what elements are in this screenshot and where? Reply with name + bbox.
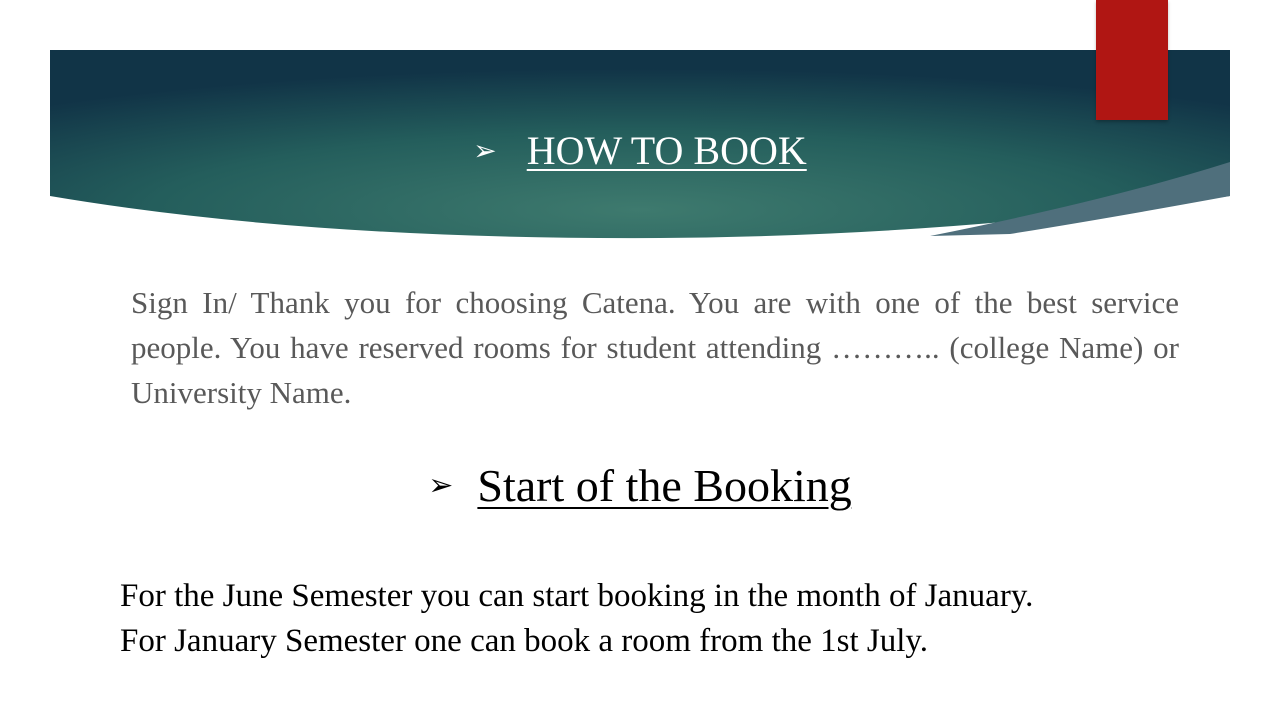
slide-title-text: HOW TO BOOK: [526, 128, 807, 173]
booking-info-line-january: For January Semester one can book a room from the 1st July.: [120, 623, 929, 659]
arrow-bullet-icon: ➢: [473, 136, 497, 167]
section-heading: [0, 458, 1280, 514]
intro-paragraph: Sign In/ Thank you for choosing Catena. You are with one of the best service people. You have reserved rooms for student attending ……….. (college Name) or University Name.: [131, 285, 1179, 410]
slide-title: [0, 126, 1280, 177]
booking-info-line-june: For the June Semester you can start booking in the month of January.: [120, 578, 1034, 614]
section-heading-text: Start of the Booking: [477, 460, 852, 511]
booking-info: [120, 574, 1220, 664]
red-bookmark-tab: [1096, 0, 1168, 120]
arrow-bullet-icon: ➢: [428, 469, 454, 502]
